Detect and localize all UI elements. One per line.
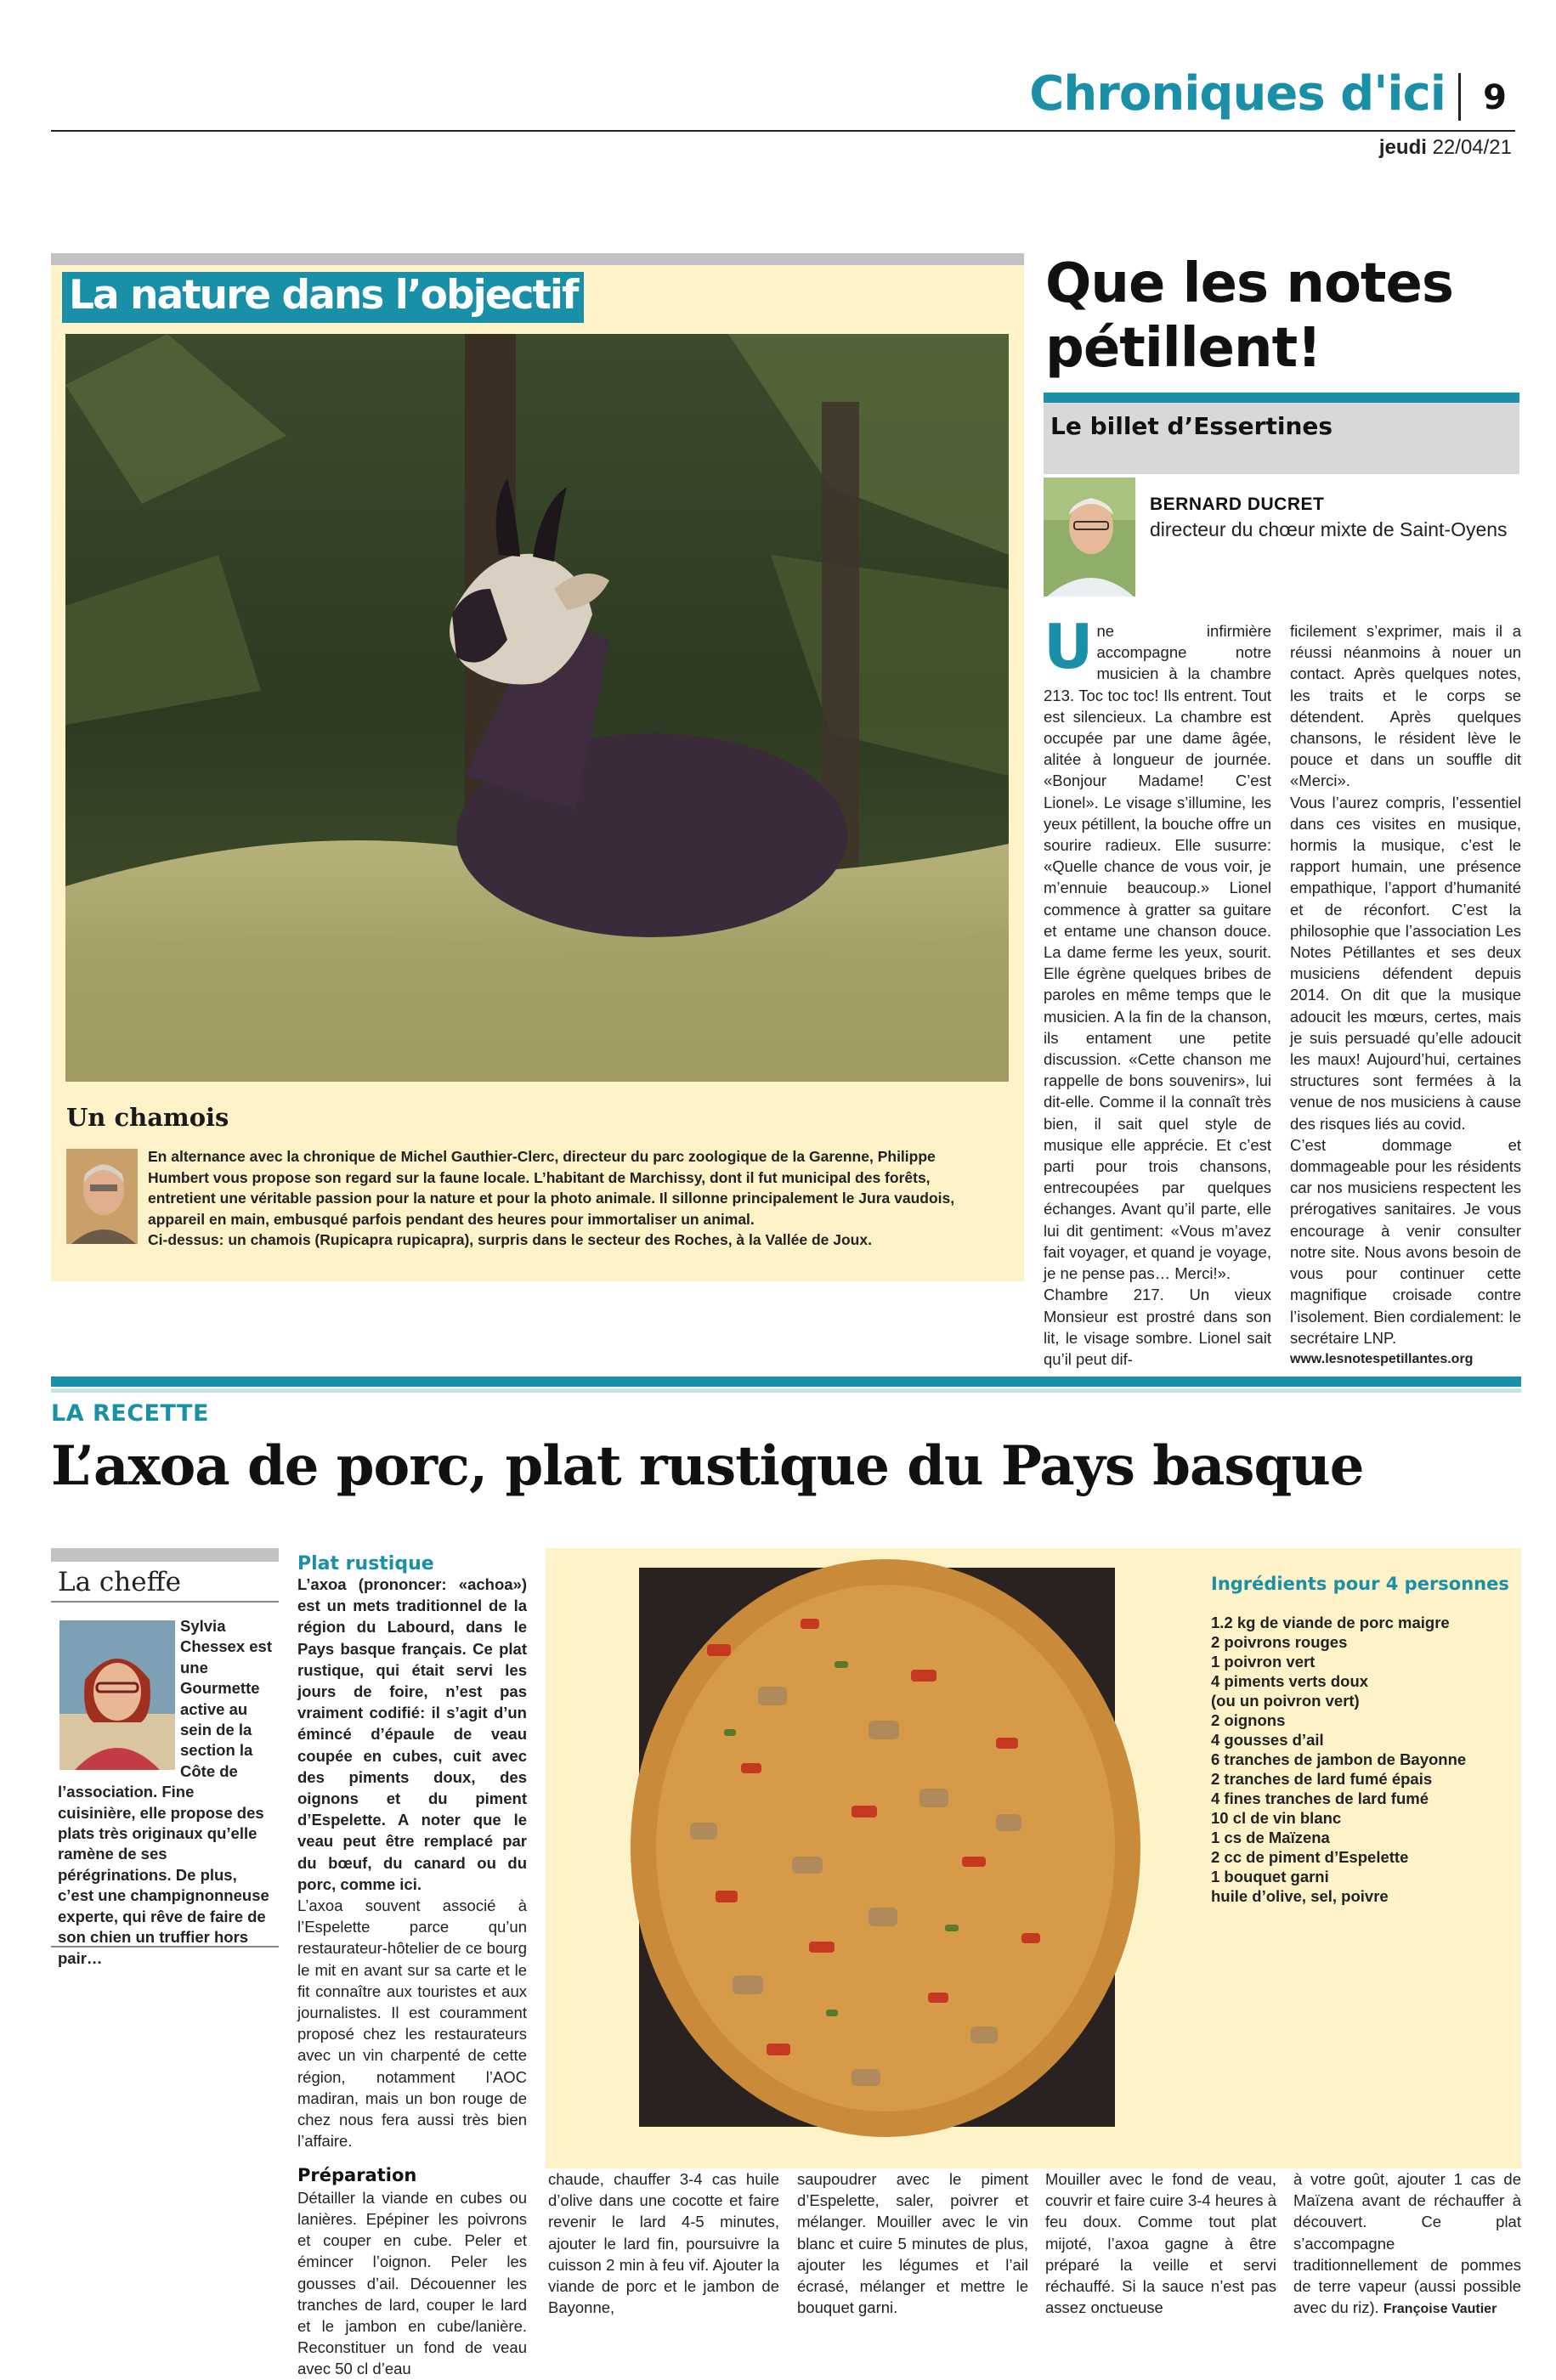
cheffe-label: La cheffe bbox=[58, 1567, 181, 1597]
recipe-rule-light bbox=[51, 1388, 1521, 1393]
rustique-lead: L’axoa (prononcer: «achoa») est un mets traditionnel de la région du Labourd, dans le Pays basque français. Ce plat rustique, qui était servi les jours de foire, n’est pas vraiment codifié: il s’agit d’un émincé d’épaule de veau coupée en cubes, cuit avec des piments doux, des oignons et du piment d’Espelette. A noter que le veau peut être remplacé par du bœuf, du canard ou du porc, comme ici. bbox=[297, 1575, 527, 1893]
billet-paragraph-3: ficilement s’exprimer, mais il a réussi néanmoins à nouer un contact. Après quelques notes, les traits et le corps se détendent. Après quelques chansons, le résident lève le pouce et dans un souffle dit «Merci». bbox=[1290, 622, 1521, 790]
recipe-kicker: LA RECETTE bbox=[51, 1400, 209, 1427]
ingredients-list bbox=[1211, 1613, 1500, 1906]
billet-dropcap: U bbox=[1044, 611, 1094, 682]
nature-photo-note: Ci-dessus: un chamois (Rupicapra rupicapra), surpris dans le secteur des Roches, à la Vallée de Joux. bbox=[148, 1231, 872, 1248]
billet-paragraph-4: Vous l’aurez compris, l’essentiel dans ces visites en musique, hormis la musique, c’est le rapport humain, une présence empathique, l’apport d’humanité et de réconfort. C’est la philosophie que l’association Les Notes Pétillantes et ses deux musiciens défendent depuis 2014. On dit que la musique adoucit les mœurs, certes, mais je suis persuadé qu’elle adoucit les maux! Aujourd’hui, certaines structures sont fermées à la venue de nos musiciens à cause des risques liés au covid. bbox=[1290, 793, 1521, 1133]
dateline bbox=[1379, 136, 1512, 160]
nature-intro-paragraph: En alternance avec la chronique de Michel Gauthier-Clerc, directeur du parc zoologique de la Garenne, Philippe Humbert vous propose son regard sur la faune locale. L’habitant de Marchissy, dont il fut municipal des forêts, entretient une véritable passion pour la nature et pour la photo animale. Il sillonne principalement le Jura vaudois, appareil en main, embusqué parfois pendant des heures pour immortaliser un animal. bbox=[148, 1148, 955, 1228]
ingredient-item: 2 cc de piment d’Espelette bbox=[1211, 1848, 1409, 1866]
ingredient-item: 4 piments verts doux bbox=[1211, 1672, 1369, 1690]
ingredients-heading: Ingrédients pour 4 personnes bbox=[1211, 1574, 1509, 1594]
chamois-photo bbox=[65, 334, 1009, 1082]
recipe-title: L’axoa de porc, plat rustique du Pays basque bbox=[51, 1434, 1364, 1498]
billet-column-1 bbox=[1044, 611, 1271, 1370]
billet-website-link[interactable]: www.lesnotespetillantes.org bbox=[1290, 1351, 1474, 1366]
header-rule bbox=[51, 130, 1515, 132]
axoa-photo bbox=[639, 1568, 1115, 2127]
photo-caption: Un chamois bbox=[66, 1103, 229, 1132]
billet-column-2 bbox=[1290, 620, 1521, 1370]
author-name: BERNARD DUCRET bbox=[1150, 495, 1325, 514]
recipe-rule bbox=[51, 1377, 1521, 1387]
ingredient-item: 4 fines tranches de lard fumé bbox=[1211, 1789, 1429, 1807]
date-day: jeudi bbox=[1378, 136, 1427, 159]
recipe-steps-column-3: Mouiller avec le fond de veau, couvrir et faire cuire 3-4 heures à feu doux. Comme tout plat mijoté, l’axoa gagne à être préparé la veille et servi réchauffé. Si la sauce n’est pas assez onctueuse bbox=[1045, 2170, 1276, 2317]
chamois-illustration bbox=[65, 334, 1009, 1082]
author-portrait bbox=[1044, 478, 1135, 596]
billet-subtitle: Le billet d’Essertines bbox=[1050, 412, 1333, 440]
photographer-portrait bbox=[66, 1149, 138, 1244]
billet-paragraph-5: C’est dommage et dommageable pour les résidents car nos musiciens respectent les prérogatives sanitaires. Je vous encourage à venir consulter notre site. Nous avons besoin de vous pour continuer cette magnifique croisade contre l’isolement. Bien cordialement: le secrétaire LNP. bbox=[1290, 1135, 1521, 1347]
page-number: 9 bbox=[1483, 78, 1507, 117]
ingredient-item: 2 poivrons rouges bbox=[1211, 1633, 1348, 1651]
recipe-steps-text: à votre goût, ajouter 1 cas de Maïzena avant de réchauffer à découvert. Ce plat s’accompagne traditionnellement de pommes de terre vapeur (aussi possible avec du riz). bbox=[1293, 2170, 1521, 2317]
billet-paragraph-2: Chambre 217. Un vieux Monsieur est prostré dans son lit, le visage sombre. Lionel sait qu’il peut dif- bbox=[1044, 1286, 1271, 1368]
author-avatar bbox=[1044, 478, 1135, 596]
recipe-signature: Françoise Vautier bbox=[1383, 2302, 1497, 2317]
cheffe-bio-text: Sylvia Chessex est une Gourmette active au sein de la section la Côte de l’association. Fine cuisinière, elle propose des plats très originaux qu’elle ramène de ses pérégrinations. De plus, c’est une champignonneuse experte, qui rêve de faire de son chien un truffier hors pair… bbox=[58, 1617, 272, 1967]
ingredient-item: 6 tranches de jambon de Bayonne bbox=[1211, 1750, 1467, 1768]
date-value: 22/04/21 bbox=[1432, 136, 1512, 159]
header-separator bbox=[1458, 73, 1461, 121]
cheffe-photo bbox=[59, 1620, 175, 1770]
ingredient-item: 1.2 kg de viande de porc maigre bbox=[1211, 1614, 1450, 1631]
rustique-body: L’axoa souvent associé à l’Espelette parce qu’un restaurateur-hôtelier de ce bourg le mit en avant sur sa carte et le fit connaître aux touristes et aux journalistes. Il est couramment proposé chez les restaurateurs avec un vin charpenté de cette région, notamment l’AOC madiran, mais un bon rouge de chez nous fera aussi très bien l’affaire. bbox=[297, 1897, 527, 2151]
nature-intro-text bbox=[148, 1146, 964, 1251]
ingredient-item: (ou un poivron vert) bbox=[1211, 1692, 1360, 1710]
ingredient-item: huile d’olive, sel, poivre bbox=[1211, 1887, 1389, 1905]
ingredient-item: 1 poivron vert bbox=[1211, 1653, 1316, 1671]
recipe-steps-column-4 bbox=[1293, 2168, 1521, 2320]
author-role: directeur du chœur mixte de Saint-Oyens bbox=[1150, 518, 1508, 540]
recipe-steps-column-1: chaude, chauffer 3-4 cas huile d’olive dans une cocotte et faire revenir le lard 4-5 minutes, ajouter le lard fin, poursuivre la cuisson 2 min à feu vif. Ajouter la viande de porc et le jambon de Bayonne, bbox=[548, 2170, 779, 2317]
cheffe-portrait bbox=[59, 1620, 175, 1770]
ingredient-item: 2 oignons bbox=[1211, 1711, 1286, 1729]
nature-heading: La nature dans l’objectif bbox=[62, 272, 584, 323]
preparation-heading: Préparation bbox=[297, 2165, 417, 2186]
ingredient-item: 4 gousses d’ail bbox=[1211, 1731, 1324, 1749]
ingredient-item: 10 cl de vin blanc bbox=[1211, 1809, 1342, 1827]
cheffe-rule bbox=[51, 1601, 279, 1603]
billet-paragraph-1: ne infirmière accompagne notre musicien à la chambre 213. Toc toc toc! Ils entrent. Tout est silencieux. La chambre est occupée par une dame âgée, alitée à longueur de journée. «Bonjour Madame! C’est Lionel». Le visage s’illumine, les yeux pétillent, la bouche offre un sourire radieux. Elle susurre: «Quelle chance de vous voir, je m’ennuie beaucoup.» Lionel commence à gratter sa guitare et entame une chanson douce. La dame ferme les yeux, sourit. Elle égrène quelques bribes de paroles en même temps que le musicien. A la fin de la chanson, ils entament une petite discussion. «Cette chanson me rappelle de bons souvenirs», lui dit-elle. Comme il la connaît très bien, il sait quel style de musique elle apprécie. Et c’est parti pour trois chansons, entrecoupées par quelques échanges. Avant qu’il parte, elle lui dit gentiment: «Vous m’avez fait voyager, et quand je voyage, je ne pense pas… Merci!». bbox=[1044, 622, 1271, 1283]
billet-title: Que les notes pétillent! bbox=[1045, 252, 1453, 380]
ingredient-item: 2 tranches de lard fumé épais bbox=[1211, 1770, 1433, 1788]
ingredient-item: 1 cs de Maïzena bbox=[1211, 1829, 1330, 1846]
photographer-avatar bbox=[66, 1149, 138, 1244]
preparation-text: Détailler la viande en cubes ou lanières. Epépiner les poivrons et couper en cube. Peler et émincer l’oignon. Peler les gousses d’ail. Découenner les tranches de lard, couper le lard et le jambon en cube/lanière. Reconstituer un fond de veau avec 50 cl d’eau bbox=[297, 2188, 527, 2378]
rustique-column bbox=[297, 1574, 527, 2380]
ingredient-item: 1 bouquet garni bbox=[1211, 1868, 1329, 1885]
rustique-heading: Plat rustique bbox=[297, 1553, 434, 1574]
section-title: Chroniques d'ici bbox=[1029, 66, 1446, 122]
recipe-steps-column-2: saupoudrer avec le piment d’Espelette, saler, poivrer et mélanger. Mouiller avec le vin blanc et cuire 5 minutes de plus, ajouter les légumes et l’ail écrasé, mélanger et mettre le bouquet garni. bbox=[797, 2170, 1028, 2317]
axoa-illustration bbox=[639, 1568, 1115, 2127]
